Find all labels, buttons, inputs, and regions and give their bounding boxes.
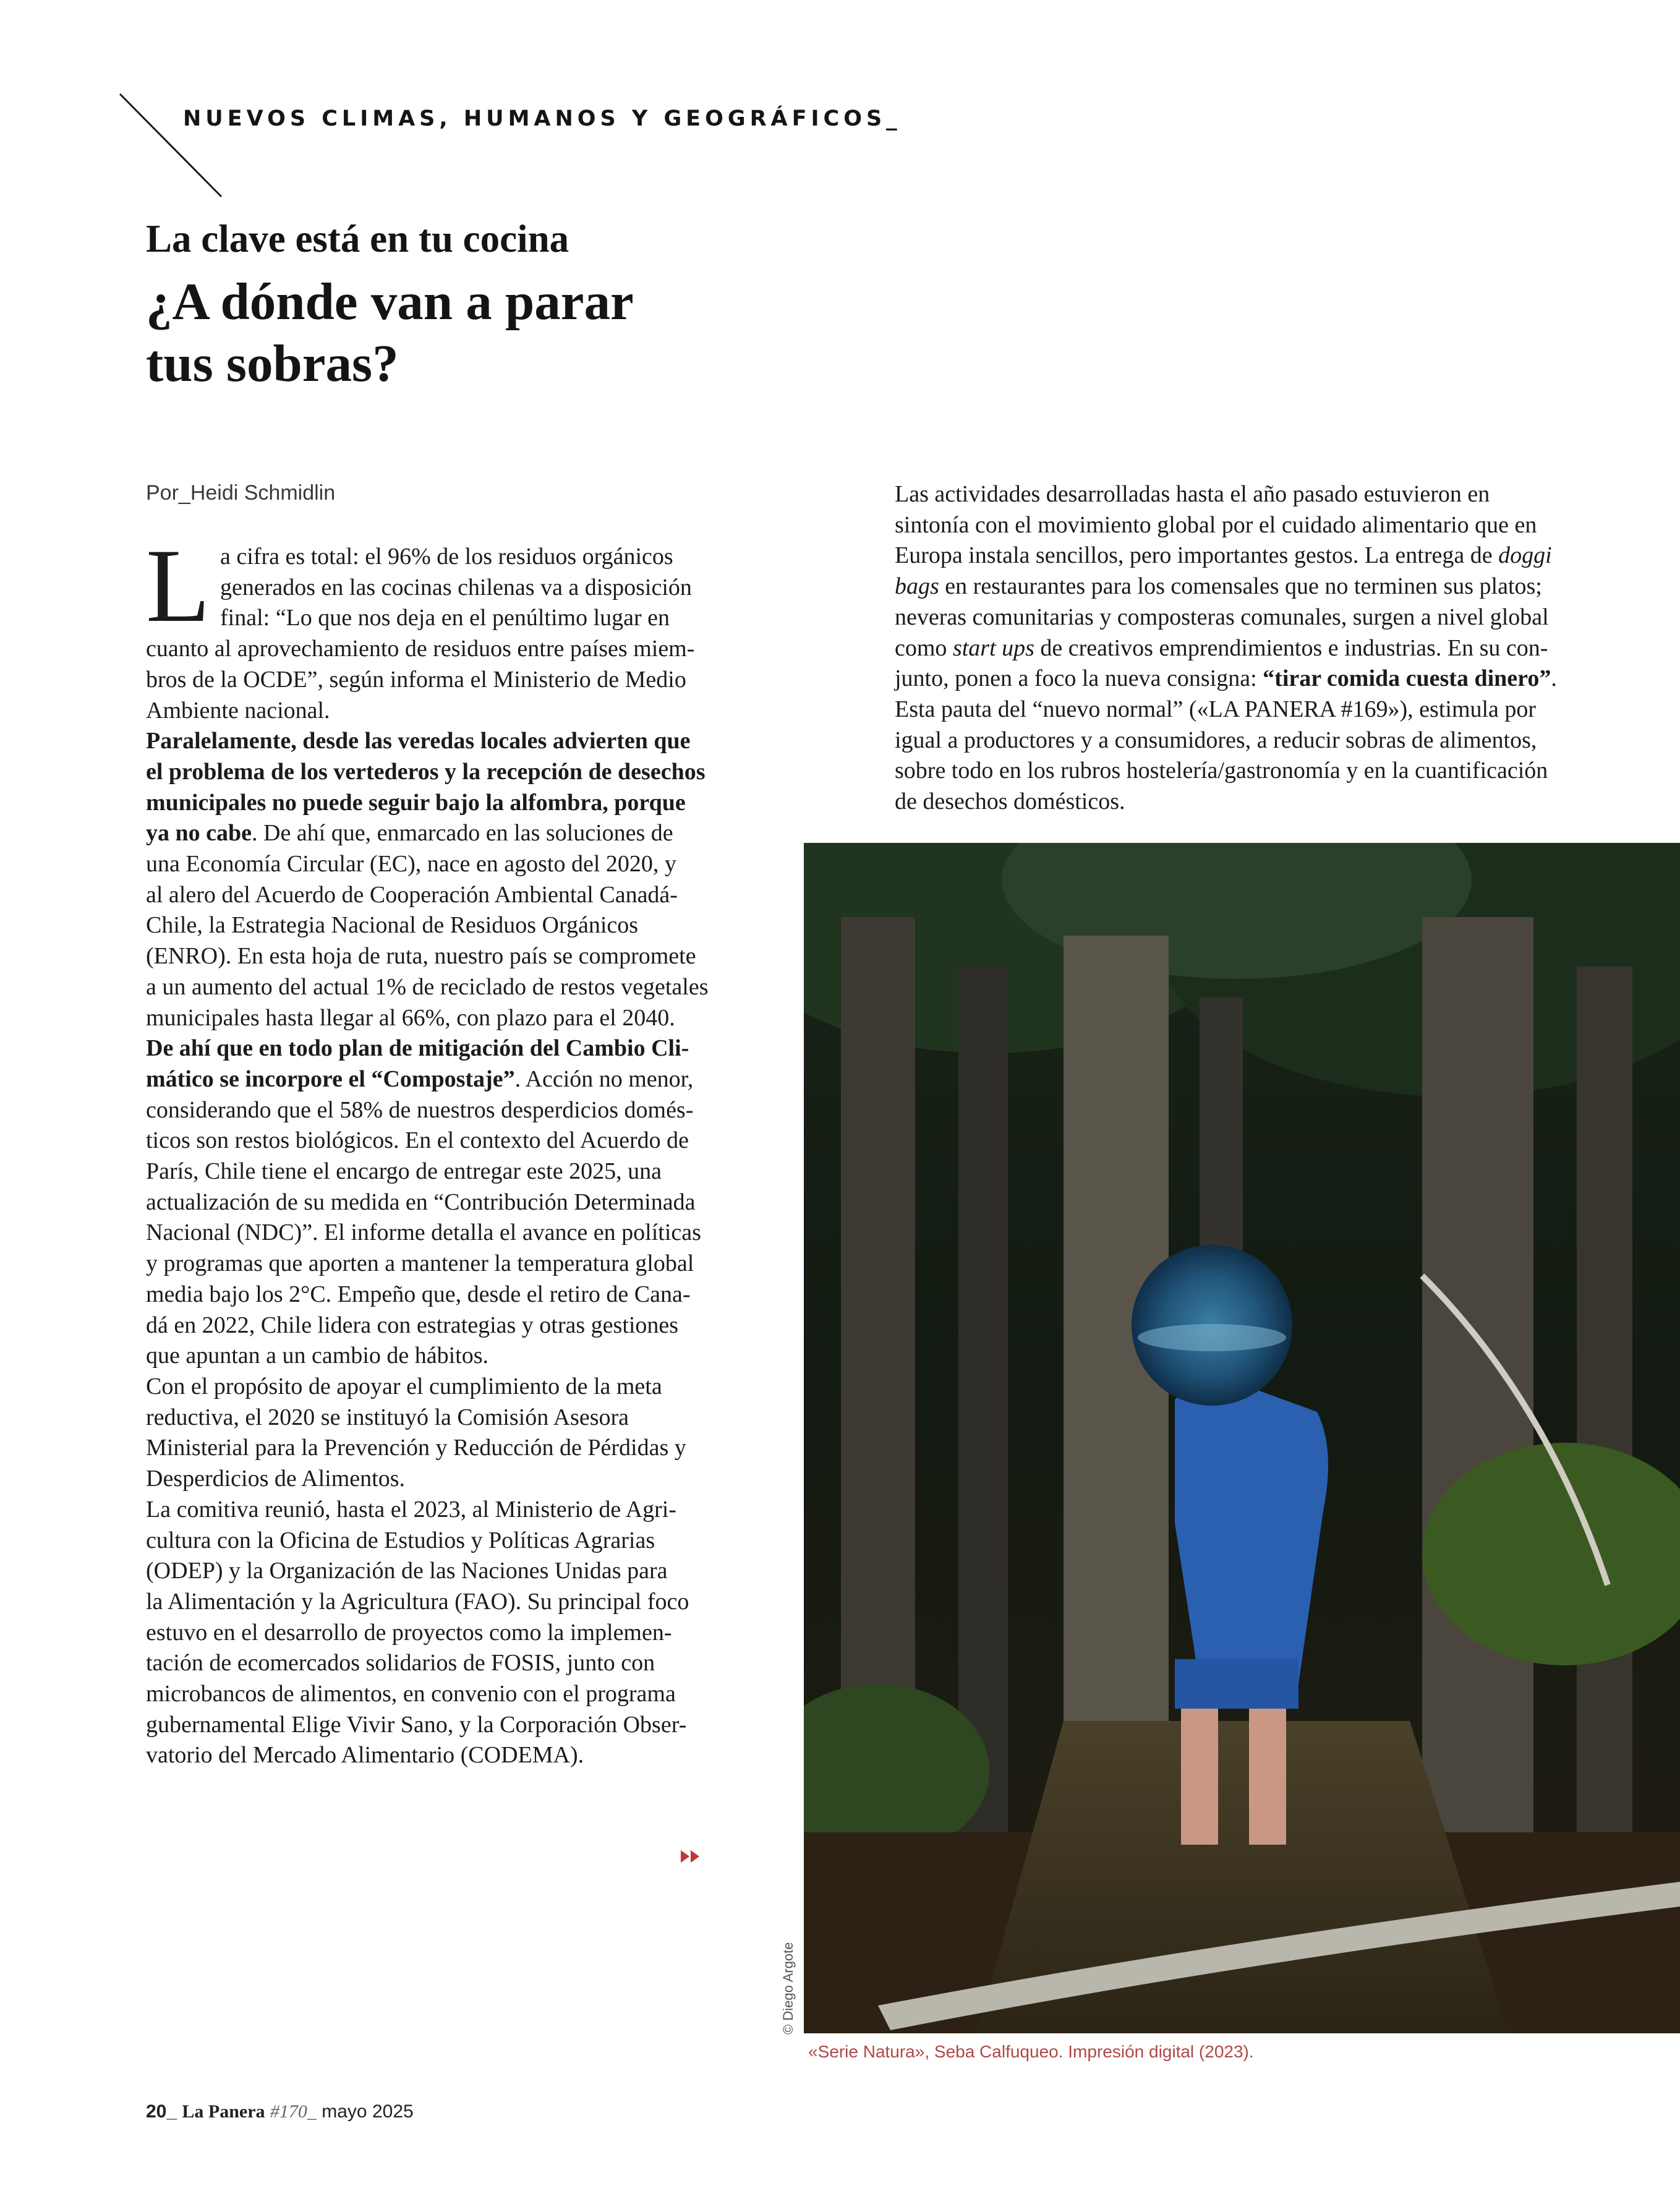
bold-text: ya no cabe <box>146 820 252 847</box>
forest-photo <box>804 843 1680 2033</box>
text-line <box>895 540 1661 571</box>
text-line: Ministerial para la Prevención y Reducción de Pérdidas y <box>146 1435 686 1461</box>
text-span: de creativos emprendimientos e industrias. En su con- <box>1034 634 1548 661</box>
italic-text: start ups <box>952 634 1034 661</box>
headline-line-1: ¿A dónde van a parar <box>146 273 634 331</box>
text-line <box>146 1033 764 1064</box>
photo-caption: «Serie Natura», Seba Calfuqueo. Impresión digital (2023). <box>808 2042 1254 2061</box>
text-line: municipales hasta llegar al 66%, con plazo para el 2040. <box>146 1004 675 1031</box>
text-line: tación de ecomercados solidarios de FOSIS, junto con <box>146 1650 655 1676</box>
italic-text: bags <box>895 573 939 600</box>
text-line: Las actividades desarrolladas hasta el año pasado estuvieron en <box>895 481 1490 507</box>
article-column-right <box>895 479 1661 818</box>
text-line: sobre todo en los rubros hostelería/gastronomía y en la cuantificación <box>895 758 1548 784</box>
headline-line-2: tus sobras? <box>146 335 399 393</box>
text-line: la Alimentación y la Agricultura (FAO). Su principal foco <box>146 1588 689 1615</box>
text-line: de desechos domésticos. <box>895 788 1125 815</box>
article-byline: Por_Heidi Schmidlin <box>146 481 336 505</box>
text-line: microbancos de alimentos, en convenio con el programa <box>146 1681 676 1707</box>
text-line: que apuntan a un cambio de hábitos. <box>146 1343 489 1369</box>
text-line: Esta pauta del “nuevo normal” («LA PANERA #169»), estimula por <box>895 696 1537 722</box>
text-line <box>895 664 1661 694</box>
article-headline <box>146 271 826 395</box>
text-line: La comitiva reunió, hasta el 2023, al Ministerio de Agri- <box>146 1496 676 1523</box>
text-line: cuanto al aprovechamiento de residuos entre países miem- <box>146 636 695 662</box>
italic-text: doggi <box>1498 542 1552 569</box>
text-line: actualización de su medida en “Contribución Determinada <box>146 1189 696 1215</box>
text-span: . <box>1551 665 1557 692</box>
text-span: en restaurantes para los comensales que no terminen sus platos; <box>939 573 1542 600</box>
text-line: igual a productores y a consumidores, a reducir sobras de alimentos, <box>895 727 1537 753</box>
text-line: estuvo en el desarrollo de proyectos como la implemen- <box>146 1619 672 1646</box>
bold-text: “tirar comida cuesta dinero” <box>1263 665 1551 692</box>
text-line <box>146 788 764 819</box>
text-line: Desperdicios de Alimentos. <box>146 1466 405 1492</box>
bold-text: el problema de los vertederos y la recepción de desechos <box>146 758 706 785</box>
text-line: bros de la OCDE”, según informa el Ministerio de Medio <box>146 666 686 693</box>
text-line: cultura con la Oficina de Estudios y Políticas Agrarias <box>146 1527 655 1553</box>
text-line <box>895 571 1661 602</box>
text-line: gubernamental Elige Vivir Sano, y la Corporación Obser- <box>146 1711 687 1738</box>
text-line: (ODEP) y la Organización de las Naciones Unidas para <box>146 1558 668 1584</box>
text-line: Ambiente nacional. <box>146 697 330 724</box>
text-line: neveras comunitarias y composteras comunales, surgen a nivel global <box>895 604 1549 630</box>
text-line <box>146 1064 764 1095</box>
text-span: junto, ponen a foco la nueva consigna: <box>895 665 1257 692</box>
issue-number: #170_ <box>270 2101 317 2122</box>
text-line: final: “Lo que nos deja en el penúltimo lugar en <box>220 605 670 631</box>
text-line: reductiva, el 2020 se instituyó la Comisión Asesora <box>146 1404 629 1430</box>
bold-text: Paralelamente, desde las veredas locales advierten que <box>146 728 691 754</box>
article-column-left <box>146 542 764 1771</box>
text-line: al alero del Acuerdo de Cooperación Ambiental Canadá- <box>146 881 678 908</box>
text-span: . De ahí que, enmarcado en las soluciones de <box>252 820 673 847</box>
continue-arrows-icon <box>681 1849 702 1864</box>
bold-text: De ahí que en todo plan de mitigación del Cambio Cli- <box>146 1035 689 1062</box>
text-line: Chile, la Estrategia Nacional de Residuos Orgánicos <box>146 912 639 939</box>
text-line: Nacional (NDC)”. El informe detalla el avance en políticas <box>146 1219 701 1246</box>
text-line: vatorio del Mercado Alimentario (CODEMA). <box>146 1742 584 1769</box>
text-span: como <box>895 634 947 661</box>
text-line <box>146 818 764 849</box>
text-line: generados en las cocinas chilenas va a disposición <box>220 574 692 600</box>
drop-cap: L <box>146 527 210 644</box>
text-line: una Economía Circular (EC), nace en agosto del 2020, y <box>146 851 676 878</box>
page-footer <box>146 2101 414 2122</box>
text-line: dá en 2022, Chile lidera con estrategias y otras gestiones <box>146 1312 679 1338</box>
text-line: París, Chile tiene el encargo de entregar este 2025, una <box>146 1158 662 1185</box>
page-number: 20_ <box>146 2101 177 2122</box>
text-line: media bajo los 2°C. Empeño que, desde el retiro de Cana- <box>146 1281 691 1307</box>
text-line: Con el propósito de apoyar el cumplimiento de la meta <box>146 1373 662 1399</box>
text-span: . Acción no menor, <box>514 1066 694 1092</box>
magazine-name: La Panera <box>182 2101 265 2122</box>
text-line: a cifra es total: el 96% de los residuos orgánicos <box>220 544 673 570</box>
text-line: sintonía con el movimiento global por el cuidado alimentario que en <box>895 511 1537 538</box>
text-line <box>146 726 764 757</box>
article-kicker: La clave está en tu cocina <box>146 217 569 260</box>
text-line <box>895 633 1661 664</box>
text-line: (ENRO). En esta hoja de ruta, nuestro país se compromete <box>146 943 696 970</box>
text-line <box>146 757 764 788</box>
photo-credit: © Diego Argote <box>780 1942 796 2035</box>
issue-date: mayo 2025 <box>322 2101 414 2122</box>
text-line: considerando que el 58% de nuestros desperdicios domés- <box>146 1096 694 1123</box>
text-line: ticos son restos biológicos. En el contexto del Acuerdo de <box>146 1127 689 1154</box>
text-line: a un aumento del actual 1% de reciclado de restos vegetales <box>146 973 709 1000</box>
bold-text: municipales no puede seguir bajo la alfombra, porque <box>146 789 686 816</box>
forest-photo-illustration <box>804 843 1680 2033</box>
text-line: y programas que aporten a mantener la temperatura global <box>146 1250 694 1277</box>
section-title: NUEVOS CLIMAS, HUMANOS Y GEOGRÁFICOS_ <box>183 106 902 131</box>
text-span: Europa instala sencillos, pero importantes gestos. La entrega de <box>895 542 1493 569</box>
bold-text: mático se incorpore el “Compostaje” <box>146 1066 515 1092</box>
